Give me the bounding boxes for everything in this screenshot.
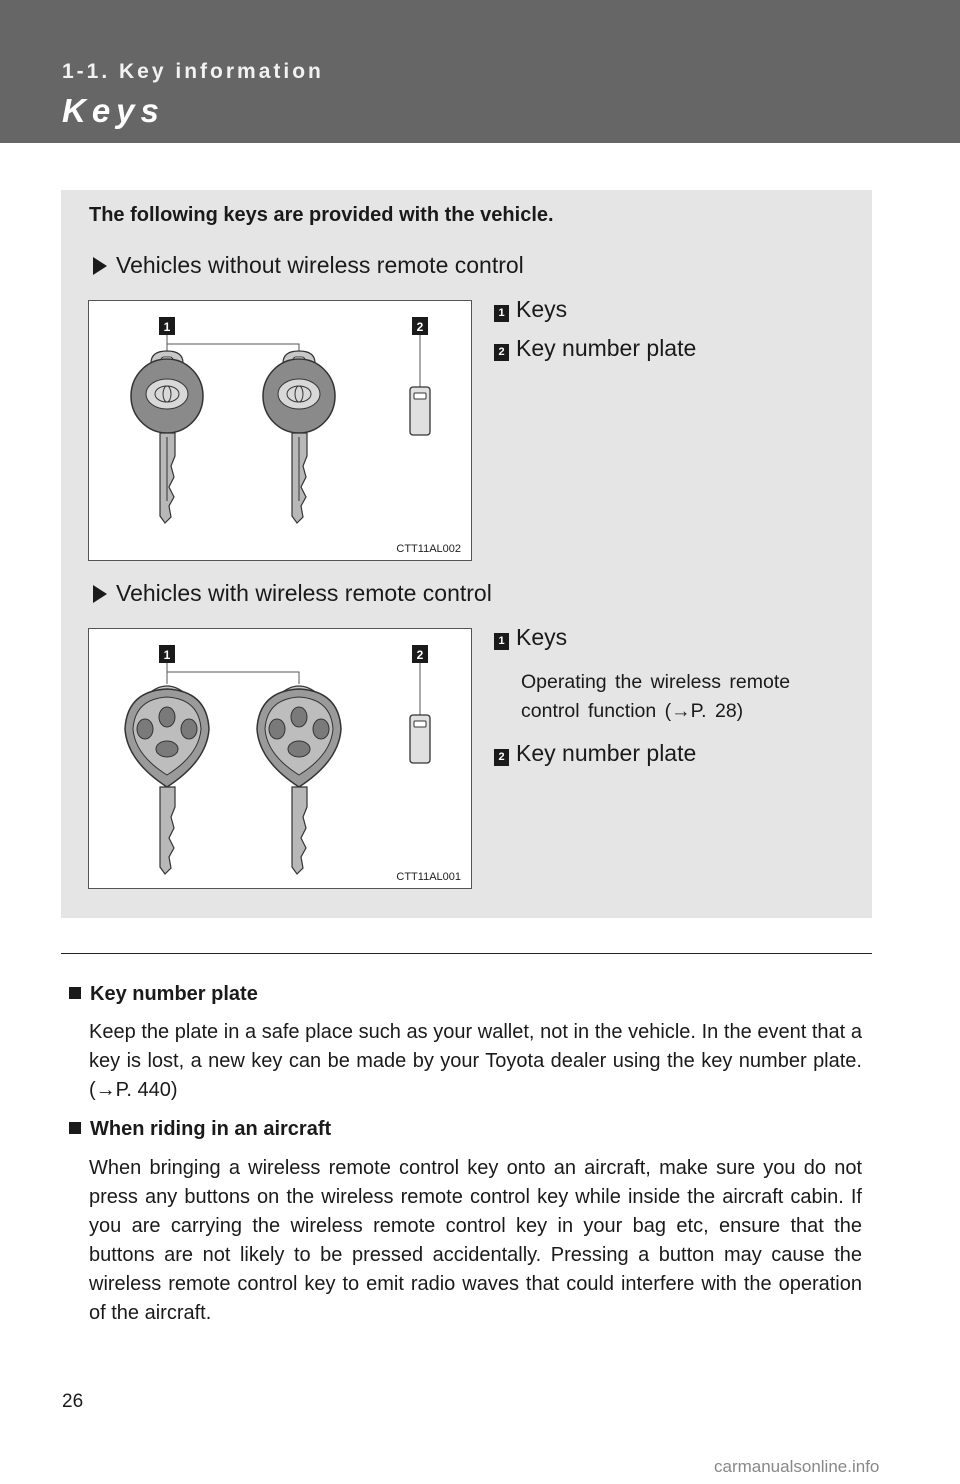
remote-key-2-icon xyxy=(257,686,341,874)
remote-key-1-icon xyxy=(125,686,209,874)
key-number-plate-icon xyxy=(410,715,430,763)
callout-number: 2 xyxy=(494,749,509,766)
callout-number: 1 xyxy=(494,633,509,650)
svg-text:2: 2 xyxy=(416,648,424,662)
callout-number: 2 xyxy=(494,344,509,361)
svg-text:1: 1 xyxy=(163,648,171,662)
key-2-icon xyxy=(263,351,335,523)
callout-number: 1 xyxy=(494,305,509,322)
page-title: Keys xyxy=(62,92,165,129)
figure-code: CTT11AL002 xyxy=(396,543,461,555)
square-bullet-icon xyxy=(69,987,81,999)
figure-code: CTT11AL001 xyxy=(396,871,461,883)
key-number-plate-icon xyxy=(410,387,430,435)
remote-keys-illustration xyxy=(89,629,473,890)
panel-intro: The following keys are provided with the vehicle. xyxy=(89,204,554,226)
figure-keys-with-remote xyxy=(88,628,472,889)
divider xyxy=(61,953,872,954)
page-number: 26 xyxy=(62,1391,84,1412)
variant-heading-with-remote: Vehicles with wireless remote control xyxy=(93,580,492,607)
callout-keys: 1 Keys xyxy=(494,296,567,323)
key-1-icon xyxy=(131,351,203,523)
watermark: carmanualsonline.info xyxy=(714,1457,880,1476)
section-body-key-number-plate: Keep the plate in a safe place such as your wallet, not in the vehicle. In the event that a key is lost, a new key can be made by your Toyota dealer using the key number plate. (→P. 440) xyxy=(89,1021,862,1101)
callout-key-number-plate: 2 Key number plate xyxy=(494,740,696,767)
callout-keys: 1 Keys xyxy=(494,624,567,651)
variant-heading-without-remote: Vehicles without wireless remote control xyxy=(93,252,524,279)
callout-keys-note: Operating the wireless remote control function (→P. 28) xyxy=(521,671,791,722)
svg-text:1: 1 xyxy=(163,320,171,334)
square-bullet-icon xyxy=(69,1122,81,1134)
triangle-bullet-icon xyxy=(93,585,107,603)
callout-key-number-plate: 2 Key number plate xyxy=(494,335,696,362)
section-heading-aircraft: When riding in an aircraft xyxy=(69,1118,331,1141)
triangle-bullet-icon xyxy=(93,257,107,275)
figure-keys-without-remote xyxy=(88,300,472,561)
section-label: 1-1. Key information xyxy=(62,60,324,83)
svg-text:2: 2 xyxy=(416,320,424,334)
section-heading-key-number-plate: Key number plate xyxy=(69,983,258,1006)
keys-illustration xyxy=(89,301,473,562)
section-body-aircraft: When bringing a wireless remote control key onto an aircraft, make sure you do not press any buttons on the wireless remote control key while inside the aircraft cabin. If you are carrying the wireless remote control key in your bag etc, ensure that the buttons are not likely to be pressed accidentally. Pressing a button may cause the wireless remote control key to emit radio waves that could interfere with the operation of the aircraft. xyxy=(89,1157,862,1324)
